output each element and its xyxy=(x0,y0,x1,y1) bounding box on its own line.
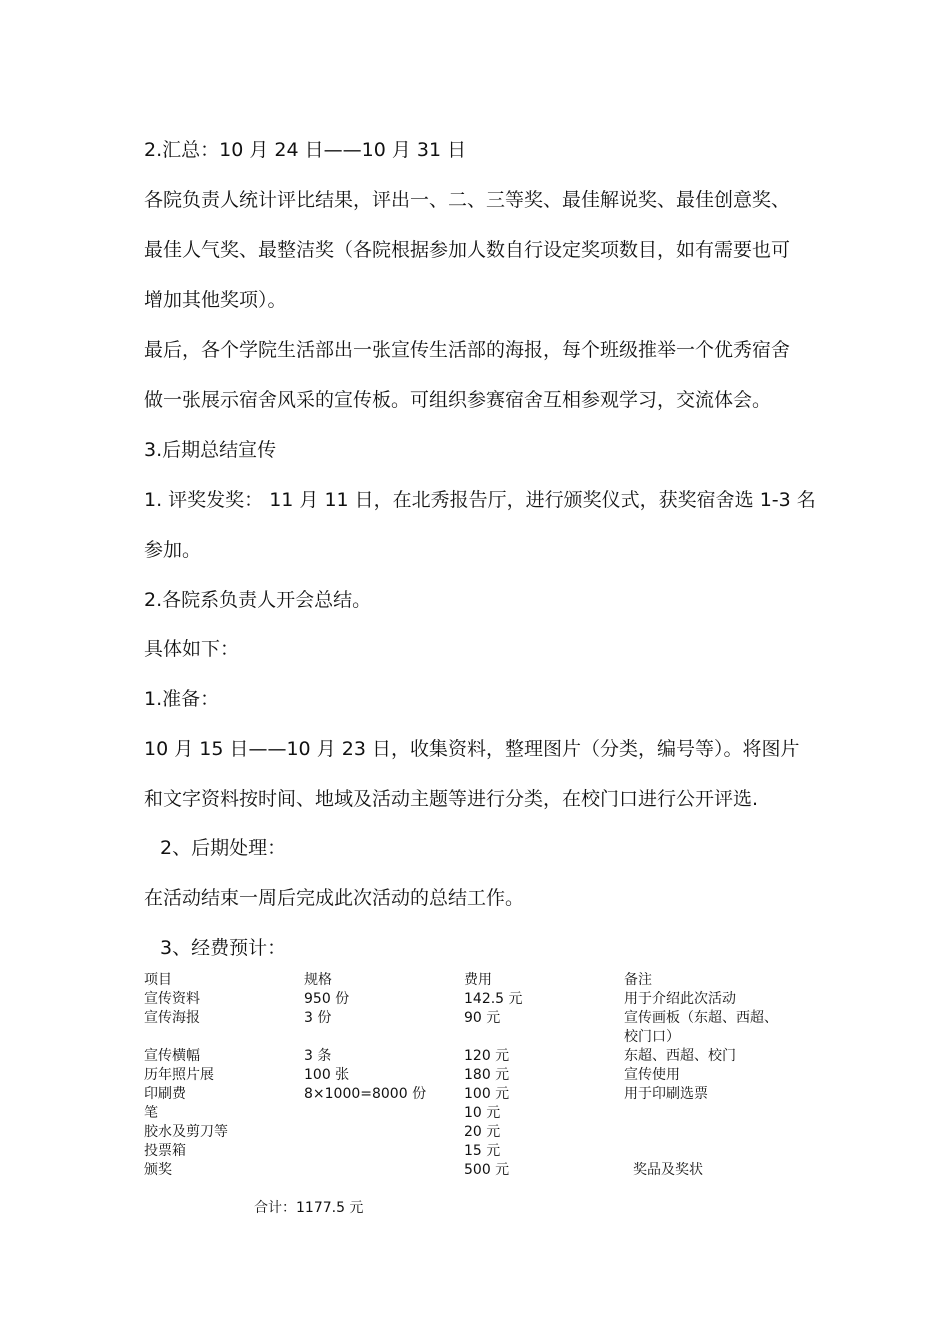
table-header-row xyxy=(144,971,824,990)
paragraph-line: 在活动结束一周后完成此次活动的总结工作。 xyxy=(144,887,525,909)
table-cell: 宣传画板（东超、西超、校门口） xyxy=(624,1010,778,1045)
paragraph-line: 10 月 15 日——10 月 23 日，收集资料，整理图片（分类，编号等）。将图片 xyxy=(144,738,800,760)
paragraph-line: 具体如下： xyxy=(144,638,240,660)
paragraph-line: 最后，各个学院生活部出一张宣传生活部的海报，每个班级推举一个优秀宿舍 xyxy=(144,339,791,361)
table-cell: 142.5 元 xyxy=(464,991,523,1007)
table-cell: 90 元 xyxy=(464,1010,501,1026)
table-cell: 120 元 xyxy=(464,1048,510,1064)
column-header: 费用 xyxy=(464,972,492,988)
table-cell: 宣传横幅 xyxy=(144,1048,200,1064)
paragraph-line: 1. 评奖发奖： 11 月 11 日，在北秀报告厅，进行颁奖仪式，获奖宿舍选 1-3 名 xyxy=(144,489,816,511)
table-row xyxy=(144,1142,824,1161)
paragraph-line: 最佳人气奖、最整洁奖（各院根据参加人数自行设定奖项数目，如有需要也可 xyxy=(144,239,791,261)
table-cell: 3 条 xyxy=(304,1048,332,1064)
table-cell: 180 元 xyxy=(464,1067,510,1083)
section-heading-summary: 2.汇总：10 月 24 日——10 月 31 日 xyxy=(144,139,467,161)
table-row xyxy=(144,990,824,1009)
table-row xyxy=(144,1085,824,1104)
table-cell: 宣传使用 xyxy=(624,1067,680,1083)
table-row xyxy=(144,1123,824,1142)
table-cell: 宣传海报 xyxy=(144,1010,200,1026)
table-cell: 500 元 xyxy=(464,1162,510,1178)
table-cell: 历年照片展 xyxy=(144,1067,214,1083)
table-cell: 用于印刷选票 xyxy=(624,1086,708,1102)
budget-table xyxy=(144,971,824,1180)
table-cell: 20 元 xyxy=(464,1124,501,1140)
table-cell: 10 元 xyxy=(464,1105,501,1121)
paragraph-line: 增加其他奖项）。 xyxy=(144,289,287,311)
budget-total: 合计：1177.5 元 xyxy=(254,1200,364,1216)
column-header: 备注 xyxy=(624,972,652,988)
table-cell: 投票箱 xyxy=(144,1143,186,1159)
table-cell: 100 张 xyxy=(304,1067,350,1083)
column-header: 项目 xyxy=(144,972,172,988)
table-cell: 奖品及奖状 xyxy=(633,1162,703,1178)
paragraph-line: 做一张展示宿舍风采的宣传板。可组织参赛宿舍互相参观学习，交流体会。 xyxy=(144,389,772,411)
table-row xyxy=(144,1009,824,1047)
paragraph-line: 2.各院系负责人开会总结。 xyxy=(144,589,372,611)
table-cell: 用于介绍此次活动 xyxy=(624,991,736,1007)
section-heading-followup: 3.后期总结宣传 xyxy=(144,439,277,461)
table-cell: 100 元 xyxy=(464,1086,510,1102)
paragraph-line: 参加。 xyxy=(144,539,202,561)
table-cell: 印刷费 xyxy=(144,1086,186,1102)
paragraph-line: 各院负责人统计评比结果，评出一、二、三等奖、最佳解说奖、最佳创意奖、 xyxy=(144,189,791,211)
table-row xyxy=(144,1104,824,1123)
section-heading-postprocess: 2、后期处理： xyxy=(160,837,287,859)
table-cell: 胶水及剪刀等 xyxy=(144,1124,228,1140)
table-cell: 宣传资料 xyxy=(144,991,200,1007)
table-cell: 8×1000=8000 份 xyxy=(304,1086,427,1102)
section-heading-prep: 1.准备： xyxy=(144,688,220,710)
table-cell: 3 份 xyxy=(304,1010,332,1026)
table-cell: 15 元 xyxy=(464,1143,501,1159)
table-row xyxy=(144,1161,824,1180)
table-cell: 950 份 xyxy=(304,991,350,1007)
table-cell: 笔 xyxy=(144,1105,158,1121)
paragraph-line: 和文字资料按时间、地域及活动主题等进行分类，在校门口进行公开评选. xyxy=(144,788,759,810)
table-cell: 颁奖 xyxy=(144,1162,172,1178)
table-cell: 东超、西超、校门 xyxy=(624,1048,736,1064)
table-row xyxy=(144,1066,824,1085)
table-row xyxy=(144,1047,824,1066)
column-header: 规格 xyxy=(304,972,332,988)
section-heading-budget: 3、经费预计： xyxy=(160,937,287,959)
